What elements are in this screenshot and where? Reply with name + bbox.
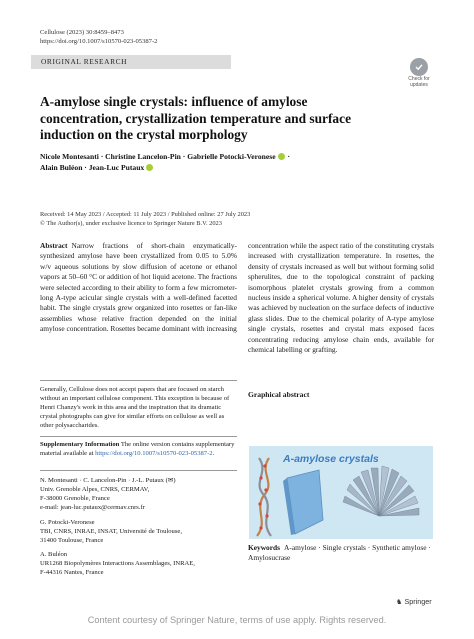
affiliation-authors: N. Montesanti · C. Lancelon-Pin · J.-L. Putaux (✉) [40, 477, 176, 484]
editorial-note: Generally, Cellulose does not accept papers that are focused on starch without an important cellulose component. This exception is because of Henri Chanzy's work in this area and the inspiration that its dramatic crystal photographs can give for similar efforts on cellulose as well as other polysaccharides. [40, 386, 230, 429]
affiliation-institution: UR1268 Biopolymères Interactions Assemblages, INRAE, [40, 559, 195, 567]
affiliation-city: 31400 Toulouse, France [40, 536, 104, 544]
affiliation-cermav [40, 477, 237, 513]
orcid-icon[interactable] [146, 164, 153, 171]
check-for-updates[interactable] [404, 58, 434, 88]
springer-label: Springer [404, 597, 432, 606]
author-list [40, 152, 380, 173]
publication-dates: Received: 14 May 2023 / Accepted: 11 July 2023 / Published online: 27 July 2023 [40, 211, 251, 218]
affiliation-authors: G. Potocki-Veronese [40, 519, 95, 526]
supplementary-text: The online version contains supplementary material available at [40, 441, 235, 457]
supplementary-info [40, 441, 237, 459]
graphical-abstract-heading: Graphical abstract [248, 390, 310, 399]
graphical-abstract-image [249, 446, 433, 539]
article-title: A-amylose single crystals: influence of amylose concentration, crystallization temperature and surface induction on the crystal morphology [40, 94, 352, 142]
affiliations-divider [40, 470, 237, 471]
supplementary-label: Supplementary Information [40, 441, 120, 448]
footnote-divider [40, 380, 237, 381]
affiliation-institution: Univ. Grenoble Alpes, CNRS, CERMAV, [40, 485, 150, 493]
abstract-text: Narrow fractions of short-chain enzymatically-synthesized amylose have been crystallized from 0.05 to 5.0% w/v aqueous solutions by slow diffusion of acetone or ethanol vapors at 50–60 °C or addition of hot liquid acetone. The fractions were selected according to their ability to form a few micrometer-long A-type acicular single crystals with a well-defined facetted habit. The single crystals grew organized into rosettes or fan-like assemblies whose relative fraction depended on the initial amylose concentration. Rosettes became dominant with increasing [40, 241, 237, 334]
check-updates-label: Check for updates [408, 76, 430, 88]
keywords-label: Keywords [248, 543, 281, 552]
abstract [40, 241, 237, 335]
supplementary-end: . [212, 449, 215, 457]
graphical-abstract-title: A-amylose crystals [283, 453, 379, 465]
affiliation-inrae [40, 551, 237, 578]
affiliation-city: F-38000 Grenoble, France [40, 494, 110, 502]
springer-horse-icon: ♞ [396, 597, 403, 606]
keywords-text: A-amylose · Single crystals · Synthetic amylose · Amylosucrase [248, 543, 431, 563]
copyright-line: © The Author(s), under exclusive licence to Springer Nature B.V. 2023 [40, 220, 222, 227]
journal-citation: Cellulose (2023) 30:8459–8473 [40, 29, 124, 36]
keywords [248, 543, 434, 564]
abstract-label: Abstract [40, 241, 68, 250]
courtesy-notice: Content courtesy of Springer Nature, terms of use apply. Rights reserved. [87, 615, 387, 625]
check-updates-icon [410, 58, 428, 76]
affiliation-tbi [40, 519, 237, 546]
authors-line-1-end: · [285, 152, 291, 161]
authors-line-2: Alain Buléon · Jean-Luc Putaux [40, 162, 145, 172]
affiliation-institution: TBI, CNRS, INRAE, INSAT, Université de Toulouse, [40, 527, 182, 535]
supplementary-divider [40, 436, 237, 437]
springer-logo [396, 597, 432, 606]
authors-line-1: Nicole Montesanti · Christine Lancelon-Pin · Gabrielle Potocki-Veronese [40, 152, 276, 161]
affiliation-city: F-44316 Nantes, France [40, 568, 104, 576]
article-type-badge: ORIGINAL RESEARCH [31, 55, 231, 69]
orcid-icon[interactable] [278, 153, 285, 160]
abstract-continued: concentration while the aspect ratio of the constituting crystals increased with crystallization temperature. In rosettes, the density of crystals increased as well but without forming solid spherulites, due to the topological constraint of packing isomorphous platelet crystals growing from a common nucleus inside a spherical volume. A higher density of crystals was achieved by nucleation on the surface defects of inductive glass slides. Due to the chemical polarity of A-type amylose single crystals, rosettes and crystal mats exposed faces concentrating reducing amylose chain ends, available for chemical labelling or grafting. [248, 241, 434, 355]
affiliation-authors: A. Buléon [40, 551, 68, 558]
doi-link[interactable]: https://doi.org/10.1007/s10570-023-05387-2 [40, 38, 158, 45]
affiliation-email[interactable]: e-mail: jean-luc.putaux@cermav.cnrs.fr [40, 503, 145, 511]
supplementary-link[interactable]: https://doi.org/10.1007/s10570-023-05387-2 [95, 449, 213, 457]
